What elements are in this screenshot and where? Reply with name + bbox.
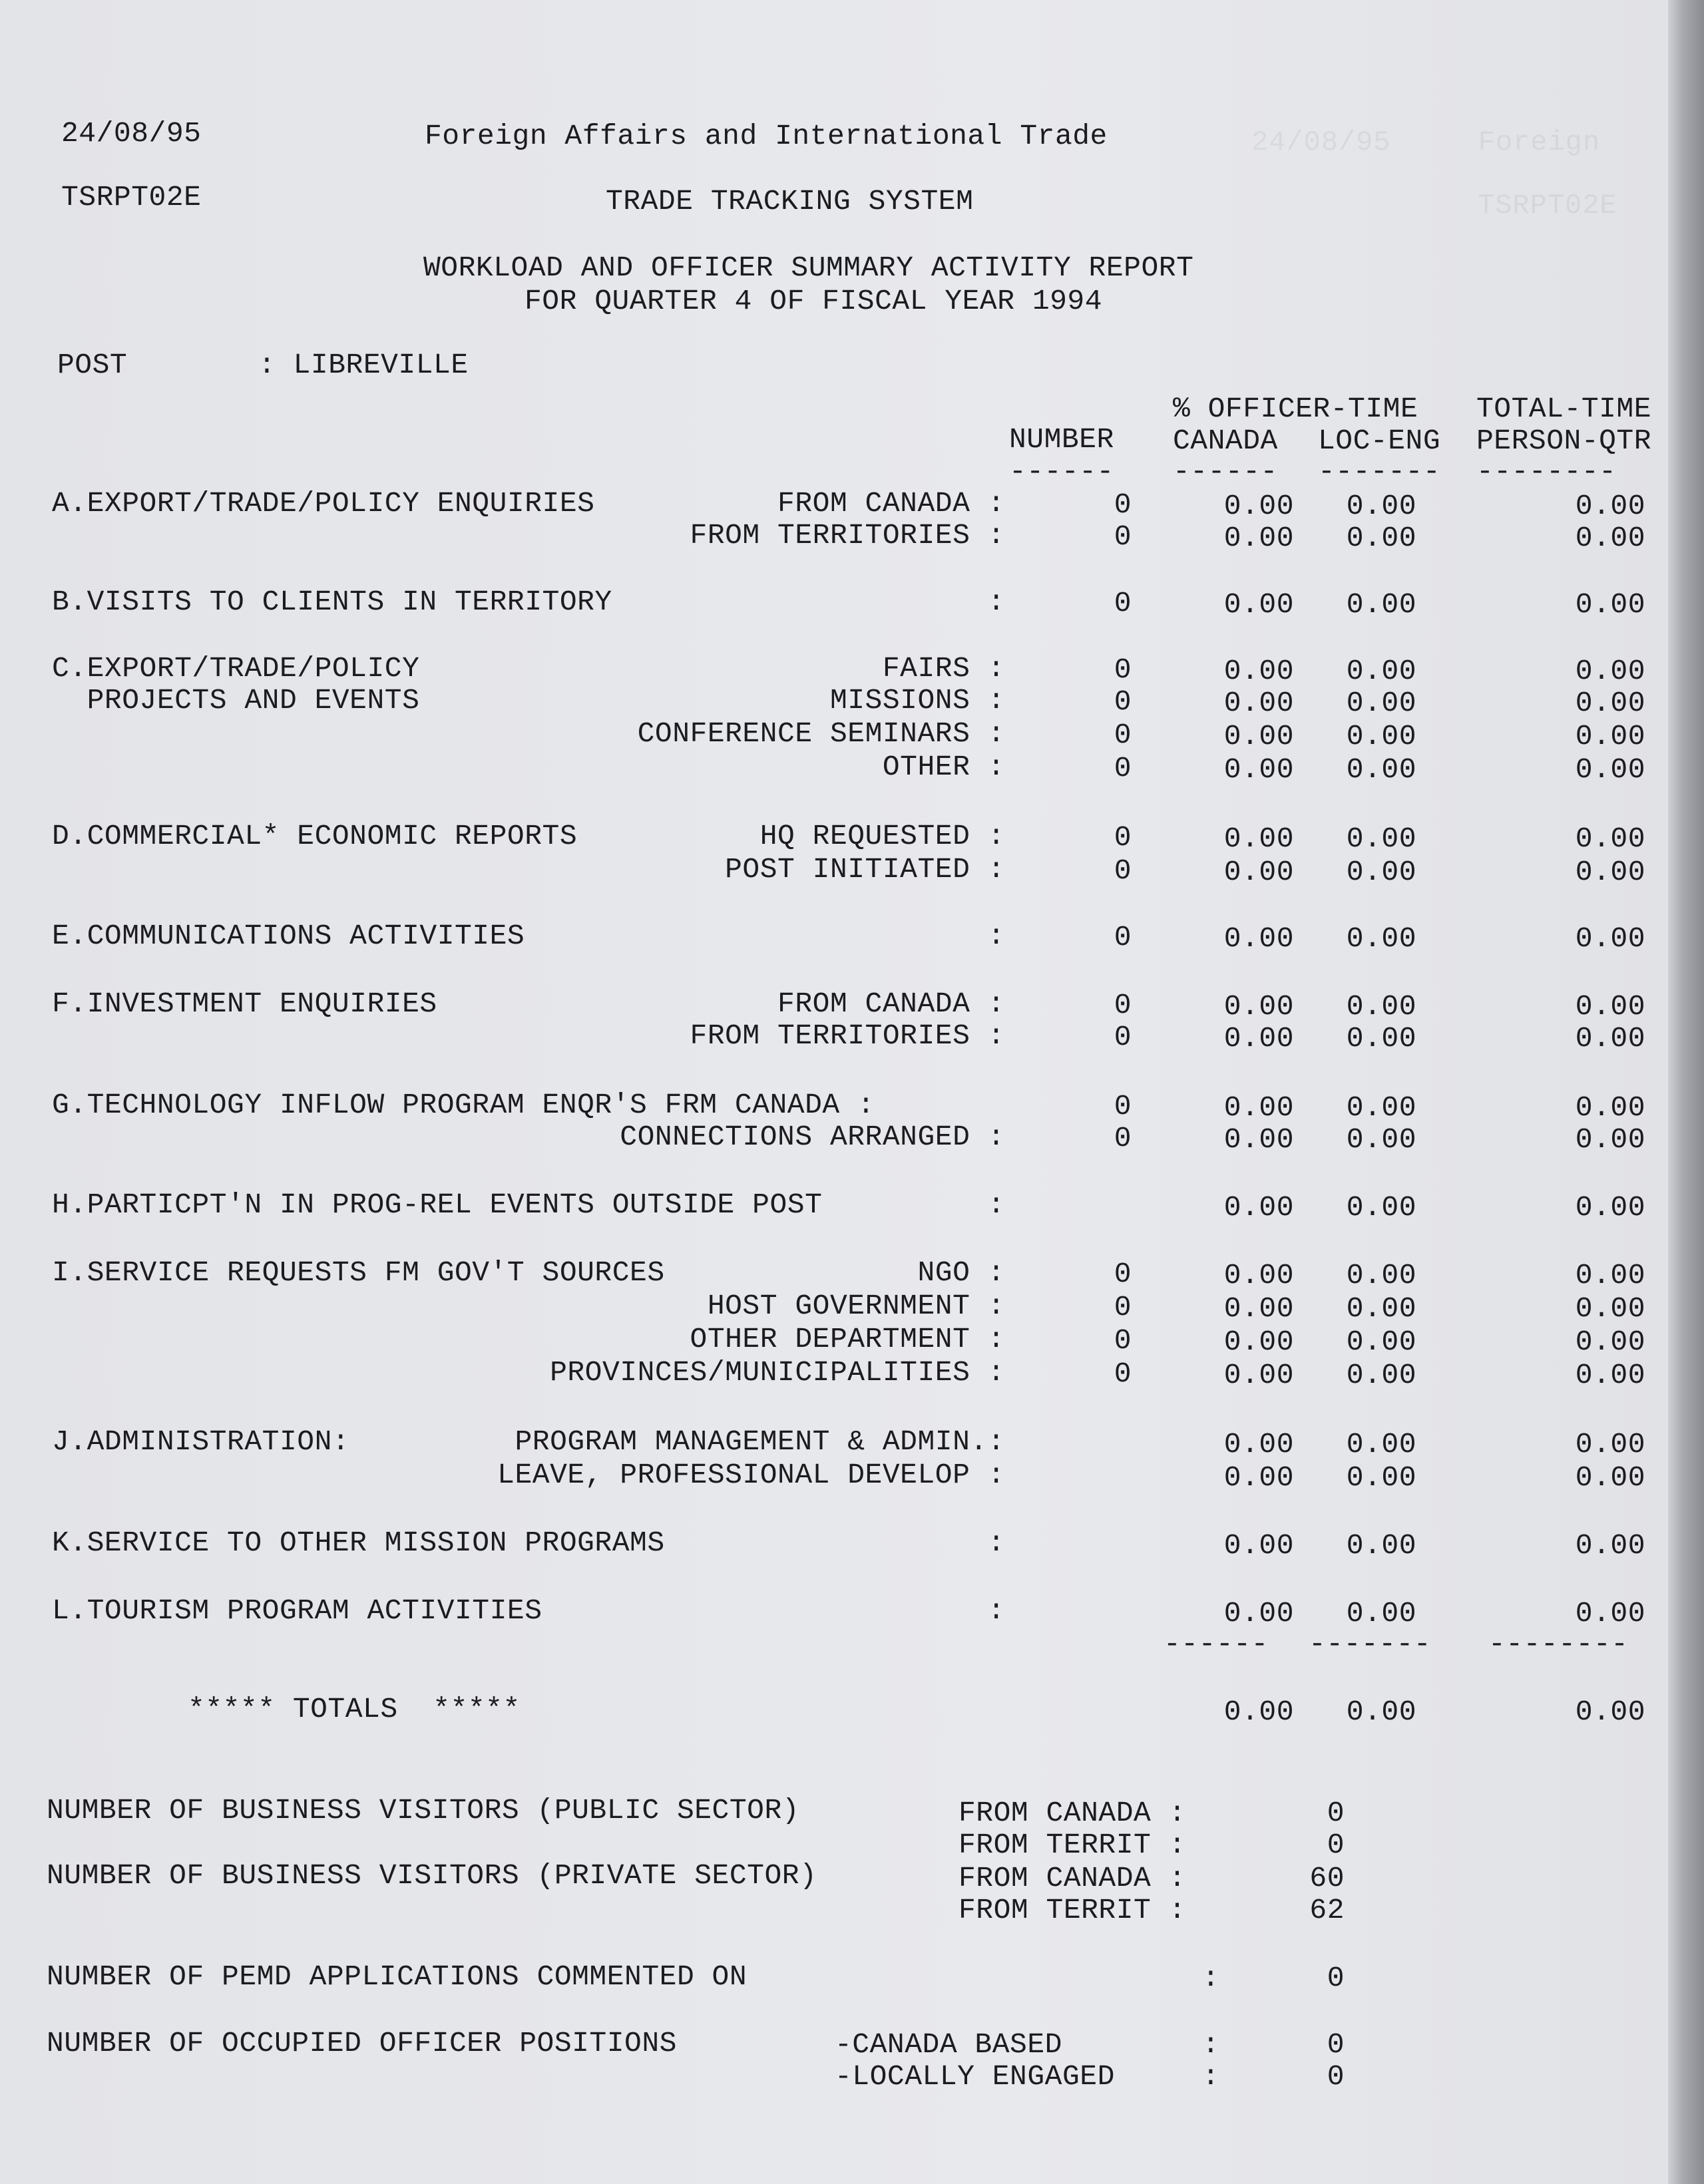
system-name: TRADE TRACKING SYSTEM [606,185,974,218]
row-loc-eng: 0.00 [1346,753,1416,786]
public-from-territ-label: FROM TERRIT : [958,1829,1186,1861]
row-loc-eng: 0.00 [1346,1359,1416,1391]
canada-based-value: 0 [1327,2028,1345,2061]
private-visitors-label: NUMBER OF BUSINESS VISITORS (PRIVATE SECTOR) [47,1859,817,1892]
row-number: 0 [1114,719,1132,751]
row-loc-eng: 0.00 [1346,1461,1416,1494]
loc-eng-underline: ------- [1318,455,1441,488]
row-number: 0 [1114,821,1132,854]
post-value: : LIBREVILLE [258,349,469,381]
page-edge-shadow [1668,0,1704,2184]
row-canada: 0.00 [1223,1191,1294,1224]
private-from-territ-label: FROM TERRIT : [958,1894,1186,1926]
row-sublabel: FROM TERRITORIES : [690,1019,1005,1052]
row-number: 0 [1114,921,1132,954]
totals-label: ***** TOTALS ***** [188,1693,521,1726]
row-loc-eng: 0.00 [1346,490,1416,522]
pemd-colon: : [1202,1962,1220,1994]
report-subtitle: FOR QUARTER 4 OF FISCAL YEAR 1994 [525,285,1103,317]
row-number: 0 [1114,1358,1132,1390]
canada-underline: ------ [1173,455,1278,488]
row-loc-eng: 0.00 [1346,990,1416,1023]
row-number: 0 [1114,1291,1132,1324]
row-canada: 0.00 [1223,1597,1294,1630]
totals-loc-eng-rule: ------- [1309,1628,1432,1660]
row-label: D.COMMERCIAL* ECONOMIC REPORTS [52,820,578,852]
row-loc-eng: 0.00 [1346,720,1416,753]
row-number: 0 [1114,653,1132,686]
row-canada: 0.00 [1223,1123,1294,1156]
row-sublabel: : [987,586,1005,618]
row-sublabel: : [987,1594,1005,1627]
row-person-qtr: 0.00 [1575,490,1645,522]
row-person-qtr: 0.00 [1575,856,1645,888]
row-person-qtr: 0.00 [1575,687,1645,719]
row-loc-eng: 0.00 [1346,922,1416,955]
row-loc-eng: 0.00 [1346,687,1416,719]
bleed-through-text: TSRPT02E [1478,190,1617,222]
row-loc-eng: 0.00 [1346,856,1416,888]
row-label: C.EXPORT/TRADE/POLICY [52,652,420,685]
row-canada: 0.00 [1223,1326,1294,1358]
public-from-canada-value: 0 [1327,1797,1345,1829]
row-loc-eng: 0.00 [1346,1259,1416,1292]
public-visitors-label: NUMBER OF BUSINESS VISITORS (PUBLIC SECTOR) [47,1794,800,1827]
officer-positions-label: NUMBER OF OCCUPIED OFFICER POSITIONS [47,2027,677,2060]
row-canada: 0.00 [1223,1529,1294,1562]
row-canada: 0.00 [1223,1091,1294,1124]
row-loc-eng: 0.00 [1346,1597,1416,1630]
number-header: NUMBER [1009,423,1114,456]
row-label: H.PARTICPT'N IN PROG-REL EVENTS OUTSIDE POST [52,1188,823,1221]
row-person-qtr: 0.00 [1575,1123,1645,1156]
row-canada: 0.00 [1223,522,1294,554]
row-label: B.VISITS TO CLIENTS IN TERRITORY [52,586,612,618]
row-loc-eng: 0.00 [1346,522,1416,554]
row-number: 0 [1114,685,1132,718]
row-loc-eng: 0.00 [1346,1091,1416,1124]
row-person-qtr: 0.00 [1575,588,1645,621]
row-number: 0 [1114,488,1132,521]
row-loc-eng: 0.00 [1346,1191,1416,1224]
person-qtr-underline: -------- [1476,455,1617,488]
row-sublabel: : [987,1527,1005,1559]
row-sublabel: NGO : [917,1256,1005,1289]
row-person-qtr: 0.00 [1575,1428,1645,1461]
row-person-qtr: 0.00 [1575,822,1645,855]
row-loc-eng: 0.00 [1346,1428,1416,1461]
row-person-qtr: 0.00 [1575,753,1645,786]
row-sublabel: CONNECTIONS ARRANGED : [620,1121,1005,1153]
row-sublabel: OTHER : [882,751,1005,783]
row-sublabel: FROM TERRITORIES : [690,519,1005,552]
row-canada: 0.00 [1223,856,1294,888]
row-sublabel: : [987,920,1005,952]
locally-engaged-value: 0 [1327,2060,1345,2093]
report-code: TSRPT02E [61,181,202,214]
row-canada: 0.00 [1223,490,1294,522]
totals-person-qtr: 0.00 [1575,1696,1645,1728]
report-title: WORKLOAD AND OFFICER SUMMARY ACTIVITY REPORT [423,252,1194,284]
row-sublabel: PROGRAM MANAGEMENT & ADMIN.: [515,1425,1005,1458]
row-number: 0 [1114,1021,1132,1053]
row-sublabel: OTHER DEPARTMENT : [690,1323,1005,1356]
row-number: 0 [1114,854,1132,887]
row-canada: 0.00 [1223,1428,1294,1461]
total-time-header: TOTAL-TIME [1476,393,1652,425]
row-person-qtr: 0.00 [1575,990,1645,1023]
totals-canada: 0.00 [1223,1696,1294,1728]
private-from-canada-label: FROM CANADA : [958,1862,1186,1895]
row-sublabel: FROM CANADA : [777,988,1005,1020]
row-canada: 0.00 [1223,1292,1294,1325]
row-number: 0 [1114,989,1132,1021]
row-sublabel: HOST GOVERNMENT : [707,1290,1005,1322]
row-person-qtr: 0.00 [1575,1191,1645,1224]
row-person-qtr: 0.00 [1575,522,1645,554]
row-person-qtr: 0.00 [1575,720,1645,753]
row-label: A.EXPORT/TRADE/POLICY ENQUIRIES [52,487,595,520]
row-sublabel: FROM CANADA : [777,487,1005,520]
number-underline: ------ [1009,455,1114,488]
row-loc-eng: 0.00 [1346,1326,1416,1358]
row-canada: 0.00 [1223,687,1294,719]
pct-officer-time-header: % OFFICER-TIME [1173,393,1418,425]
row-person-qtr: 0.00 [1575,922,1645,955]
public-from-canada-label: FROM CANADA : [958,1797,1186,1829]
row-loc-eng: 0.00 [1346,588,1416,621]
row-canada: 0.00 [1223,720,1294,753]
row-person-qtr: 0.00 [1575,1597,1645,1630]
row-sublabel: LEAVE, PROFESSIONAL DEVELOP : [497,1459,1005,1491]
row-loc-eng: 0.00 [1346,1022,1416,1055]
row-sublabel: PROVINCES/MUNICIPALITIES : [550,1356,1005,1389]
row-canada: 0.00 [1223,753,1294,786]
row-person-qtr: 0.00 [1575,1022,1645,1055]
totals-person-qtr-rule: -------- [1488,1628,1629,1660]
canada-based-label: -CANADA BASED [835,2028,1062,2061]
row-loc-eng: 0.00 [1346,1529,1416,1562]
row-label: L.TOURISM PROGRAM ACTIVITIES [52,1594,542,1627]
locally-engaged-label: -LOCALLY ENGAGED [835,2060,1115,2093]
row-sublabel: : [987,1188,1005,1221]
row-sublabel: POST INITIATED : [725,853,1005,886]
post-label: POST [57,349,128,381]
row-person-qtr: 0.00 [1575,655,1645,687]
private-from-canada-value: 60 [1309,1862,1345,1895]
totals-loc-eng: 0.00 [1346,1696,1416,1728]
canada-based-colon: : [1202,2028,1220,2061]
row-number: 0 [1114,1090,1132,1123]
row-number: 0 [1114,1324,1132,1357]
totals-canada-rule: ------ [1164,1628,1269,1660]
row-sublabel: MISSIONS : [829,684,1005,717]
loc-eng-header: LOC-ENG [1318,425,1441,457]
row-sublabel: HQ REQUESTED : [759,820,1005,852]
pemd-value: 0 [1327,1962,1345,1994]
row-label: PROJECTS AND EVENTS [52,684,420,717]
report-date: 24/08/95 [61,117,202,150]
row-canada: 0.00 [1223,822,1294,855]
row-label: E.COMMUNICATIONS ACTIVITIES [52,920,525,952]
private-from-territ-value: 62 [1309,1894,1345,1926]
row-person-qtr: 0.00 [1575,1259,1645,1292]
row-person-qtr: 0.00 [1575,1326,1645,1358]
row-person-qtr: 0.00 [1575,1359,1645,1391]
row-canada: 0.00 [1223,990,1294,1023]
row-label: J.ADMINISTRATION: [52,1425,350,1458]
row-canada: 0.00 [1223,1359,1294,1391]
public-from-territ-value: 0 [1327,1829,1345,1861]
row-loc-eng: 0.00 [1346,1123,1416,1156]
row-loc-eng: 0.00 [1346,655,1416,687]
organization-name: Foreign Affairs and International Trade [425,120,1108,152]
person-qtr-header: PERSON-QTR [1476,425,1652,457]
pemd-label: NUMBER OF PEMD APPLICATIONS COMMENTED ON [47,1960,747,1993]
row-label: K.SERVICE TO OTHER MISSION PROGRAMS [52,1527,665,1559]
row-number: 0 [1114,1258,1132,1290]
row-canada: 0.00 [1223,1022,1294,1055]
row-label: F.INVESTMENT ENQUIRIES [52,988,437,1020]
row-sublabel: CONFERENCE SEMINARS : [637,717,1005,750]
row-person-qtr: 0.00 [1575,1461,1645,1494]
locally-engaged-colon: : [1202,2060,1220,2093]
row-canada: 0.00 [1223,588,1294,621]
canada-header: CANADA [1173,425,1278,457]
row-number: 0 [1114,1122,1132,1155]
row-label: I.SERVICE REQUESTS FM GOV'T SOURCES [52,1256,665,1289]
row-sublabel: FAIRS : [882,652,1005,685]
row-canada: 0.00 [1223,1259,1294,1292]
bleed-through-text: 24/08/95 Foreign [1251,126,1601,158]
row-person-qtr: 0.00 [1575,1091,1645,1124]
row-number: 0 [1114,520,1132,553]
row-canada: 0.00 [1223,655,1294,687]
row-number: 0 [1114,587,1132,620]
row-canada: 0.00 [1223,1461,1294,1494]
row-label: G.TECHNOLOGY INFLOW PROGRAM ENQR'S FRM CANADA : [52,1089,875,1121]
row-person-qtr: 0.00 [1575,1529,1645,1562]
row-loc-eng: 0.00 [1346,1292,1416,1325]
row-loc-eng: 0.00 [1346,822,1416,855]
row-number: 0 [1114,752,1132,785]
row-person-qtr: 0.00 [1575,1292,1645,1325]
row-canada: 0.00 [1223,922,1294,955]
